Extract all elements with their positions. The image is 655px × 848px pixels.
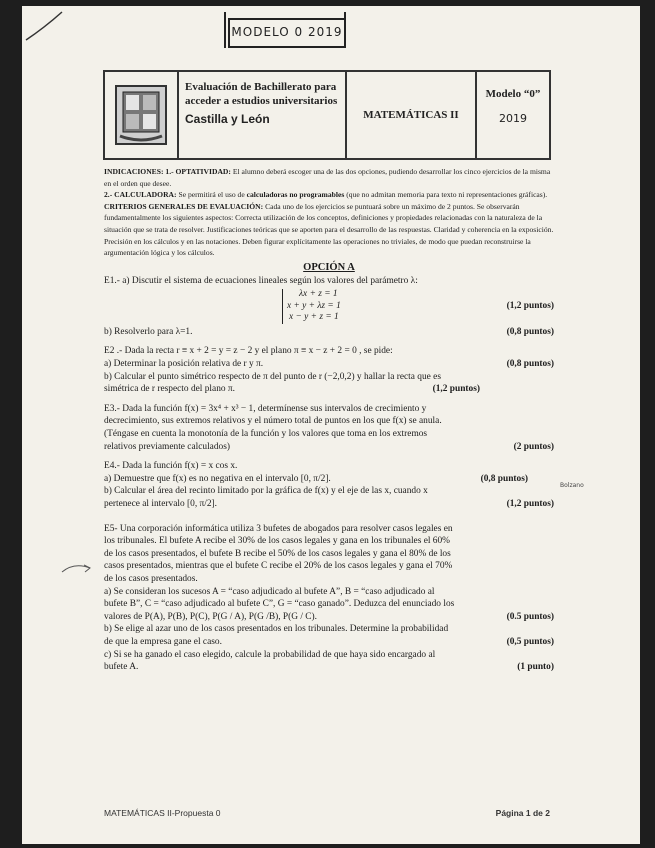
e5-part-b-line-1: b) Se elige al azar uno de los casos presentados en los tribunales. Determine la probabilidad (104, 624, 449, 635)
equation-3: x − y + z = 1 (289, 312, 339, 323)
e4-part-b-line-1: b) Calcular el área del recinto limitado por la gráfica de f(x) y el eje de las x, cuando x (104, 486, 428, 497)
page-footer (104, 808, 550, 818)
model-stamp: MODELO 0 2019 (228, 18, 346, 48)
e2-part-b-line-2 (104, 383, 554, 396)
e4-b-text: pertenece al intervalo [0, π/2]. (104, 498, 218, 509)
e4-b-points: (1,2 puntos) (506, 498, 554, 509)
e5-b-points: (0,5 puntos) (506, 636, 554, 647)
e3-points: (2 puntos) (513, 441, 554, 452)
e2-part-a (104, 358, 554, 371)
equation-1: λx + z = 1 (299, 289, 338, 300)
calculadora-text: Se permitirá el uso de (178, 190, 245, 200)
e3-line-3: (Téngase en cuenta la monotonía de la función y los valores que toma en los extremos (104, 429, 428, 439)
e1-part-a: E1.- a) Discutir el sistema de ecuaciones lineales según los valores del parámetro λ: (104, 275, 418, 286)
e4-intro: E4.- Dada la función f(x) = x cos x. (104, 461, 238, 472)
handwritten-note-bolzano: Bolzano (560, 482, 584, 489)
e2-intro: E2 .- Dada la recta r ≡ x + 2 = y = z − 2 y el plano π ≡ x − z + 2 = 0 , se pide: (104, 346, 393, 357)
stamp-left-bar (224, 12, 226, 48)
calculadora-text-2: (que no admitan memoria para texto ni representaciones gráficas). (346, 190, 548, 200)
page-number: Página 1 de 2 (495, 808, 550, 818)
e1-a-points: (1,2 puntos) (506, 301, 554, 312)
stamp-right-bar (344, 12, 346, 48)
e5-b-text: de que la empresa gane el caso. (104, 636, 222, 647)
e2-b-points: (1,2 puntos) (432, 384, 480, 395)
e5-part-c-line-2 (104, 661, 554, 674)
e5-line-5: de los casos presentados. (104, 573, 198, 584)
e5-part-b-line-2 (104, 636, 554, 649)
handwritten-arrow (60, 560, 92, 576)
e5-line-4: casos presentados, mientras que el bufete C recibe el 20% de los casos legales y gana el 70% (104, 561, 453, 572)
e1-b-text: b) Resolverlo para λ=1. (104, 326, 193, 337)
equation-system (282, 289, 341, 324)
title-line-2: acceder a estudios universitarios (185, 95, 338, 107)
e5-line-2: los tribunales. El bufete A recibe el 30% de los casos legales y gana en los tribunales el 60% (104, 536, 450, 547)
exam-header (103, 70, 551, 160)
model-cell (477, 72, 549, 158)
university-logo (105, 72, 179, 158)
e4-a-points: (0,8 puntos) (480, 473, 528, 484)
model-label: Modelo “0” (485, 88, 541, 100)
calculadora-label: 2.- CALCULADORA: (104, 190, 177, 200)
calculadora-bold: calculadoras no programables (246, 190, 345, 200)
exam-content (104, 166, 554, 674)
e2-b-text: simétrica de r respecto del plano π. (104, 384, 235, 395)
e2-part-b-line-1: b) Calcular el punto simétrico respecto de π del punto de r (−2,0,2) y hallar la recta que es (104, 371, 441, 382)
subject-label: MATEMÁTICAS II (347, 72, 477, 158)
e4-part-b-line-2 (104, 498, 554, 511)
e5-part-a-line-2: bufete B”, C = “caso adjudicado al bufete C”, G = “caso ganado”. Deduzca del enunciado los (104, 599, 455, 610)
e5-a-text: valores de P(A), P(B), P(C), P(G / A), P(G /B), P(G / C). (104, 611, 318, 622)
e1-system (104, 289, 554, 324)
e3-line-4-text: relativos previamente calculados) (104, 441, 230, 452)
e5-line-1: E5- Una corporación informática utiliza 3 bufetes de abogados para resolver casos legales en (104, 523, 453, 534)
optatividad-text: El alumno deberá escoger una de las dos opciones, pudiendo desarrollar los cinco ejercicios de la misma en el orden que desee. (104, 167, 551, 188)
criterios-label: CRITERIOS GENERALES DE EVALUACIÓN: (104, 201, 264, 211)
e5-c-points: (1 punto) (517, 662, 554, 673)
e5-c-text: bufete A. (104, 662, 139, 673)
corner-pen-mark (24, 10, 64, 44)
model-year: 2019 (499, 112, 527, 125)
footer-left: MATEMÁTICAS II-Propuesta 0 (104, 808, 221, 818)
instructions (104, 166, 554, 259)
option-a-title: OPCIÓN A (303, 261, 355, 273)
equation-2: x + y + λz = 1 (287, 300, 341, 311)
e1-b-points: (0,8 puntos) (506, 326, 554, 337)
exam-title (179, 72, 347, 158)
e3-line-2: decrecimiento, sus extremos relativos y el número total de puntos en los que f(x) se anula. (104, 416, 442, 427)
e5-part-c-line-1: c) Si se ha ganado el caso elegido, calcule la probabilidad de que haya sido encargado al (104, 649, 436, 660)
title-line-1: Evaluación de Bachillerato para (185, 81, 337, 93)
e5-part-a-line-1: a) Se consideran los sucesos A = “caso adjudicado al bufete A”, B = “caso adjudicado al (104, 586, 435, 597)
e4-a-text: a) Demuestre que f(x) es no negativa en el intervalo [0, π/2]. (104, 473, 331, 484)
e4-part-a (104, 473, 554, 486)
e2-a-text: a) Determinar la posición relativa de r y π. (104, 359, 264, 370)
e5-a-points: (0.5 puntos) (506, 611, 554, 622)
e3-line-1: E3.- Dada la función f(x) = 3x⁴ + x³ − 1, determínense sus intervalos de crecimiento y (104, 403, 427, 414)
e1-part-b (104, 326, 554, 339)
e2-a-points: (0,8 puntos) (506, 359, 554, 370)
e3-line-4 (104, 441, 554, 454)
region-label: Castilla y León (185, 112, 270, 126)
criterios-text: Cada uno de los ejercicios se puntuará sobre un máximo de 2 puntos. Se observarán fundamentalmente los siguientes aspectos: Correcta utilización de los conceptos, definiciones y propiedades relacionadas con la naturaleza de la situación que se trata de resolver. Justificaciones teóricas que se aporten para el desarrollo de las respuestas. Claridad y coherencia en la exposición. Precisión en los cálculos y en las notaciones. Deben figurar explícitamente las operaciones no triviales, de modo que puedan reconstruirse la argumentación lógica y los cálculos. (104, 201, 554, 258)
optatividad-label: 1.- OPTATIVIDAD: (165, 167, 231, 176)
crest-icon (114, 84, 168, 146)
e5-part-a-line-3 (104, 611, 554, 624)
indicaciones-label: INDICACIONES: (104, 167, 164, 176)
e5-line-3: de los casos presentados, el bufete B recibe el 50% de los casos legales y gana el 80% de los (104, 548, 451, 559)
